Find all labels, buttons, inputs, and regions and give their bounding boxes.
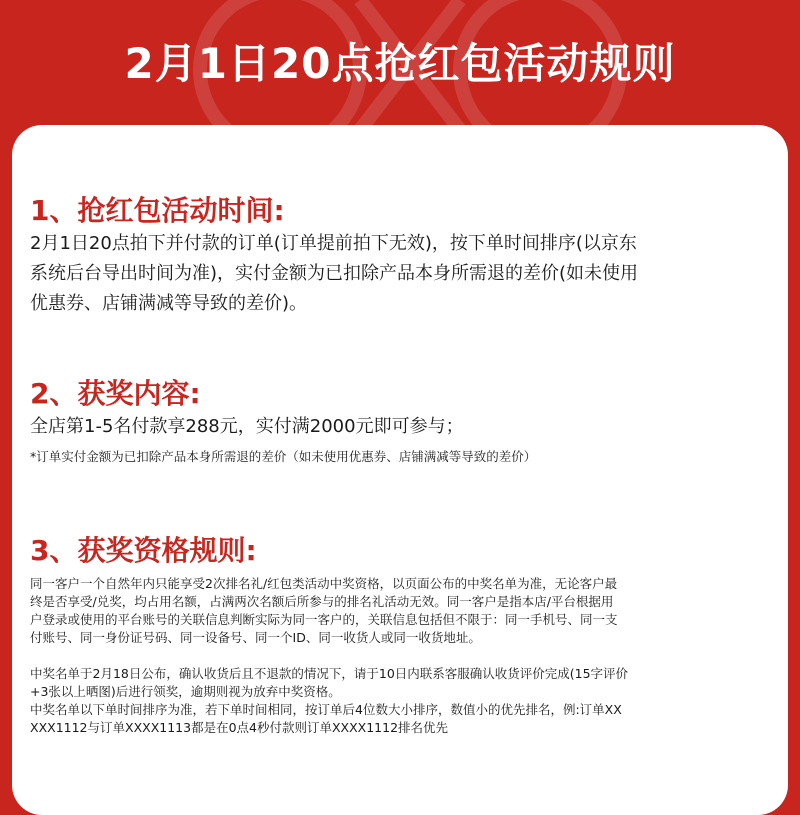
section-text: 优惠券、店铺满减等导致的差价)。	[30, 293, 308, 314]
section-title: 2、获奖内容:	[30, 377, 201, 410]
section-title: 1、抢红包活动时间:	[30, 194, 285, 227]
rules-card	[12, 125, 788, 815]
page-title: 2月1日20点抢红包活动规则	[124, 38, 676, 88]
rule-text: 同一客户一个自然年内只能享受2次排名礼/红包类活动中奖资格，以页面公布的中奖名单为准，无论客户最	[30, 576, 618, 591]
rule-text: XXX1112与订单XXXX1113都是在0点4秒付款则订单XXXX1112排名优先	[30, 720, 449, 735]
prize-text: 全店第1-5名付款享288元，实付满2000元即可参与；	[30, 416, 464, 437]
section-prize	[30, 376, 770, 465]
prize-note: *订单实付金额为已扣除产品本身所需退的差价（如未使用优惠券、店铺满减等导致的差价）	[30, 449, 537, 464]
rule-text: 付账号、同一身份证号码、同一设备号、同一个ID、同一收货人或同一收货地址。	[30, 630, 481, 645]
rule-text: 终是否享受/兑奖，均占用名额，占满两次名额后所参与的排名礼活动无效。同一客户是指本店/平台根据用	[30, 594, 614, 609]
header	[0, 0, 800, 125]
rule-text: 中奖名单以下单时间排序为准，若下单时间相同，按订单后4位数大小排序，数值小的优先排名，例:订单XX	[30, 702, 622, 717]
rule-text: 中奖名单于2月18日公布，确认收货后且不退款的情况下，请于10日内联系客服确认收货评价完成(15字评价	[30, 666, 629, 681]
section-title: 3、获奖资格规则:	[30, 534, 257, 567]
section-text: 2月1日20点拍下并付款的订单(订单提前拍下无效)，按下单时间排序(以京东	[30, 233, 637, 254]
rule-text: 户登录或使用的平台账号的关联信息判断实际为同一客户的，关联信息包括但不限于：同一手机号、同一支	[30, 612, 618, 627]
section-text: 系统后台导出时间为准)，实付金额为已扣除产品本身所需退的差价(如未使用	[30, 263, 639, 284]
rule-text: +3张以上晒图)后进行领奖，逾期则视为放弃中奖资格。	[30, 684, 341, 699]
section-time	[30, 193, 770, 319]
section-eligibility	[30, 533, 770, 737]
